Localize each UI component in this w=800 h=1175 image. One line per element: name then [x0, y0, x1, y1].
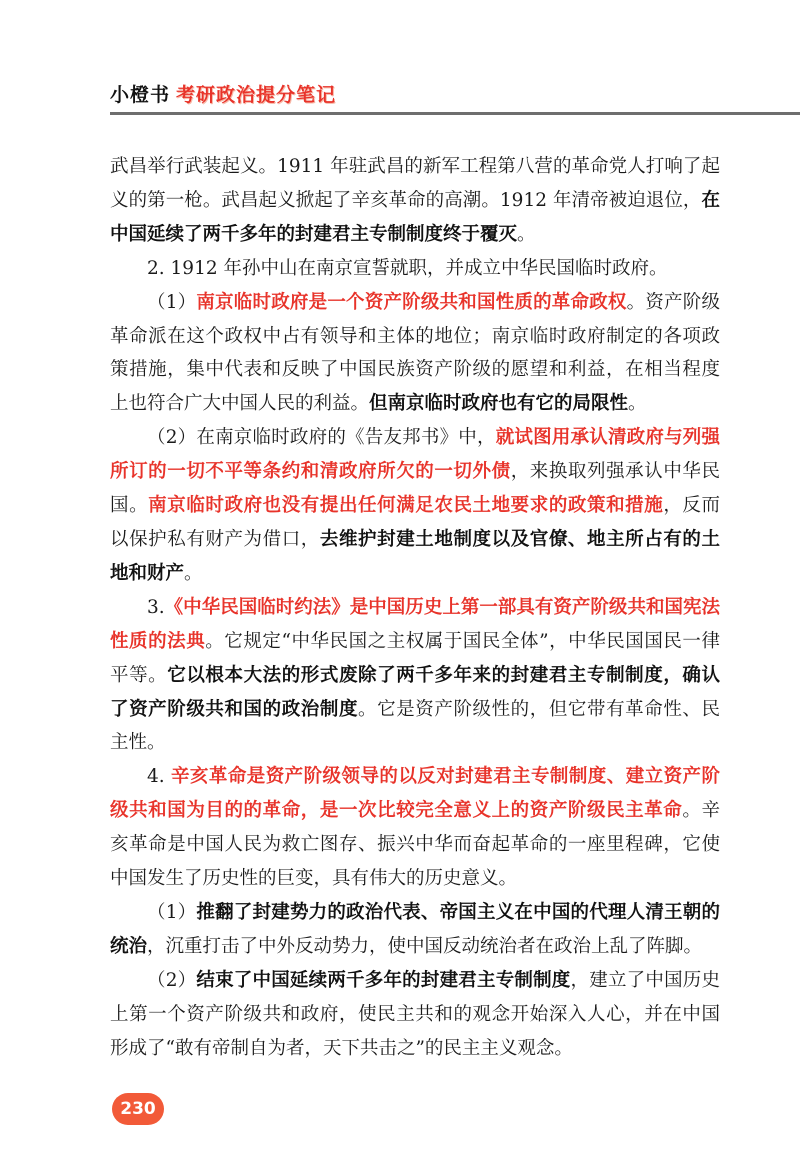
paragraph [110, 760, 720, 896]
bold-emphasis-text: 去维护封建土地制度以及官僚、地主所占有的土地和财产 [110, 528, 720, 584]
text-run: 2. 1912 年孙中山在南京宣誓就职，并成立中华民国临时政府。 [147, 257, 668, 279]
brand-title: 小橙书 [110, 84, 171, 106]
paragraph [110, 150, 720, 252]
red-highlight-text: 南京临时政府也没有提出任何满足农民土地要求的政策和措施 [148, 495, 664, 517]
red-highlight-text: 就试图用承认清政府与列强所订的一切不平等条约和清政府所欠的一切外债 [110, 427, 720, 483]
paragraph [110, 591, 720, 761]
text-run: （1） [147, 291, 197, 313]
text-run: ，沉重打击了中外反动势力，使中国反动统治者在政治上乱了阵脚。 [147, 935, 703, 957]
paragraph [110, 896, 720, 964]
text-run: （2） [147, 969, 197, 991]
bold-emphasis-text: 它以根本大法的形式废除了两千多年来的封建君主专制制度，确认了资产阶级共和国的政治制度 [110, 664, 720, 720]
text-run: 。 [628, 393, 647, 415]
body-text [110, 150, 720, 1065]
header-divider [110, 112, 800, 115]
text-run: 。资产阶级革命派在这个政权中占有领导和主体的地位；南京临时政府制定的各项政策措施，集中代表和反映了中国民族资产阶级的愿望和利益，在相当程度上也符合广大中国人民的利益。 [110, 291, 720, 415]
text-run: 3. [147, 596, 165, 618]
text-run: （1） [147, 901, 197, 923]
text-run: 。 [184, 562, 203, 584]
page-number-badge: 230 [112, 1093, 164, 1125]
page-header [110, 80, 336, 107]
paragraph [110, 286, 720, 422]
red-highlight-text: 《中华民国临时约法》是中国历史上第一部具有资产阶级共和国宪法性质的法典 [110, 596, 720, 652]
paragraph [110, 252, 720, 286]
book-subtitle: 考研政治提分笔记 [176, 84, 337, 106]
bold-emphasis-text: 但南京临时政府也有它的局限性 [369, 393, 629, 415]
text-run: 4. [147, 766, 171, 788]
text-run: 。辛亥革命是中国人民为救亡图存、振兴中华而奋起革命的一座里程碑，它使中国发生了历史性的巨变，具有伟大的历史意义。 [110, 800, 720, 890]
text-run: 。它是资产阶级性的，但它带有革命性、民主性。 [110, 698, 720, 754]
text-run: ，反而以保护私有财产为借口， [110, 495, 720, 550]
text-run: （2）在南京临时政府的《告友邦书》中， [147, 427, 496, 449]
bold-emphasis-text: 结束了中国延续两千多年的封建君主专制制度 [196, 969, 571, 991]
text-run: 。 [517, 223, 536, 245]
text-run: ，来换取列强承认中华民国。 [110, 461, 720, 517]
red-highlight-text: 辛亥革命是资产阶级领导的以反对封建君主专制制度、建立资产阶级共和国为目的的革命，是一次比较完全意义上的资产阶级民主革命 [110, 766, 720, 822]
text-run: 武昌举行武装起义。1911 年驻武昌的新军工程第八营的革命党人打响了起义的第一枪。武昌起义掀起了辛亥革命的高潮。1912 年清帝被迫退位， [110, 156, 720, 211]
bold-emphasis-text: 推翻了封建势力的政治代表、帝国主义在中国的代理人清王朝的统治 [110, 901, 720, 957]
red-highlight-text: 南京临时政府是一个资产阶级共和国性质的革命政权 [196, 291, 627, 313]
paragraph [110, 964, 720, 1066]
paragraph [110, 421, 720, 591]
text-run: ，建立了中国历史上第一个资产阶级共和政府，使民主共和的观念开始深入人心，并在中国形成了“敢有帝制自为者，天下共击之”的民主主义观念。 [110, 969, 720, 1059]
text-run: 。它规定“中华民国之主权属于国民全体”，中华民国国民一律平等。 [110, 630, 720, 686]
bold-emphasis-text: 在中国延续了两千多年的封建君主专制制度终于覆灭 [110, 189, 720, 245]
